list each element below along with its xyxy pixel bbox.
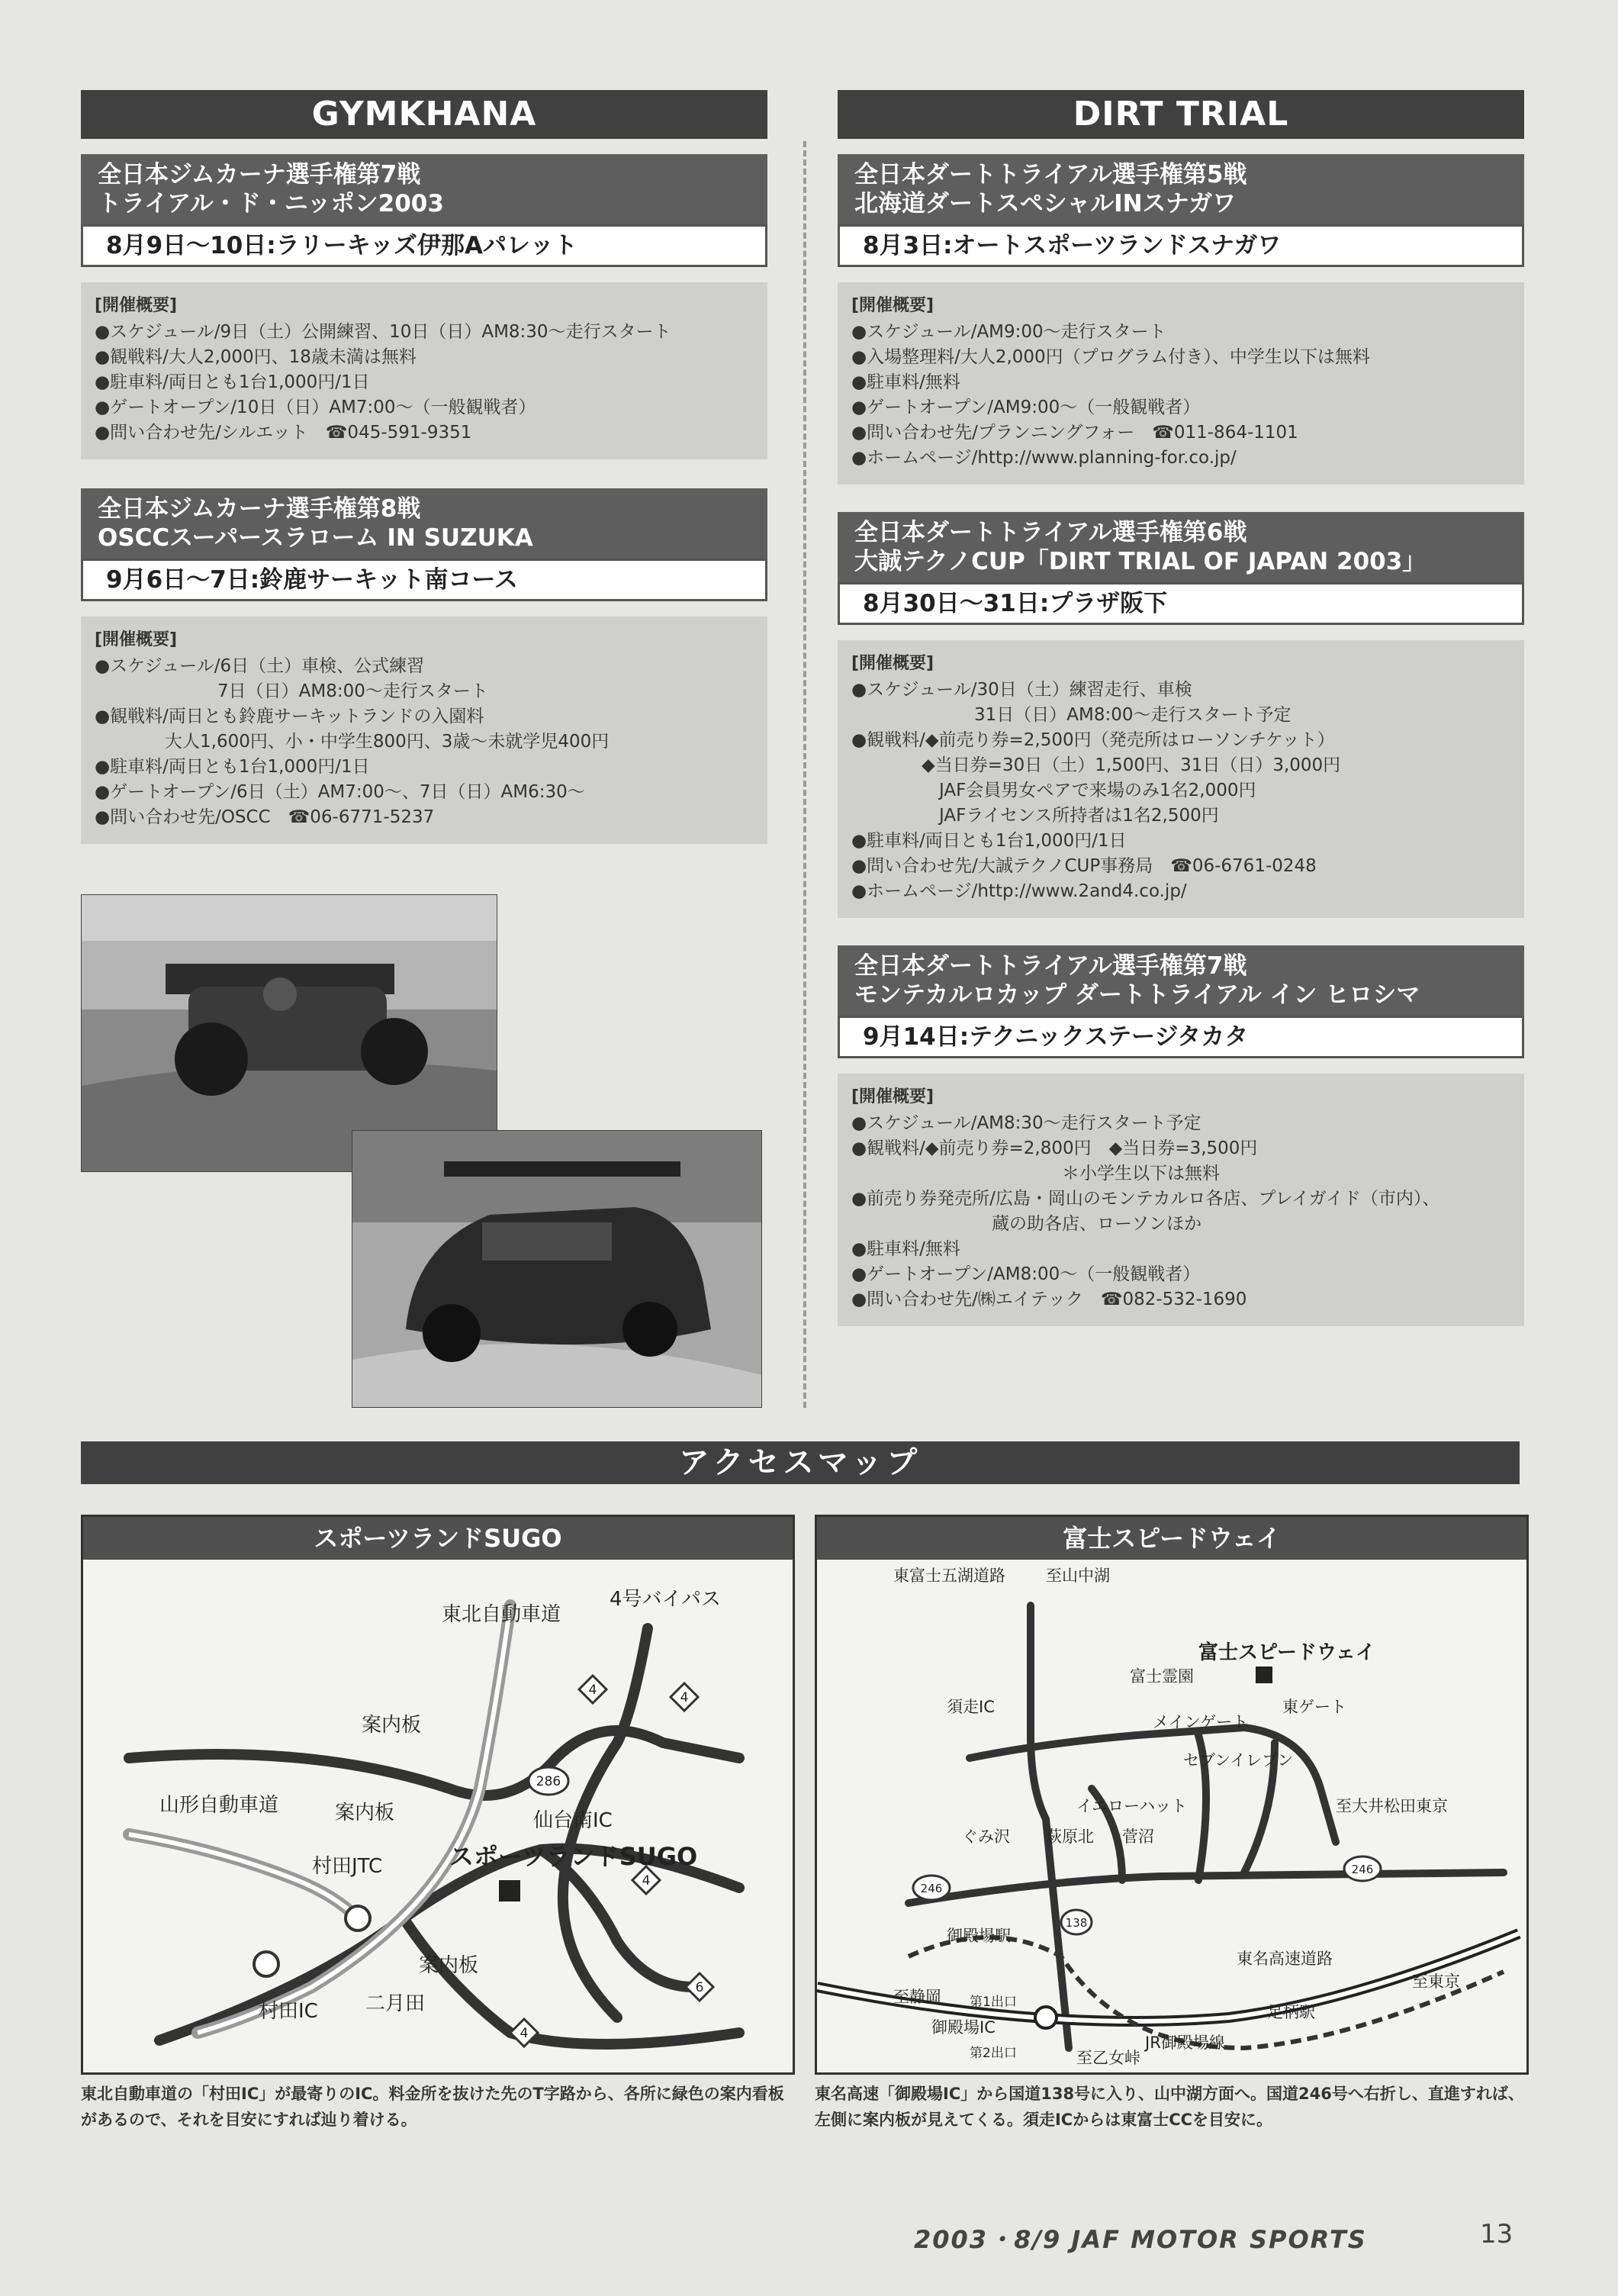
info-row: ●駐車料/無料 — [851, 1239, 960, 1259]
guide-board-label: 案内板 — [362, 1714, 422, 1737]
guide-board-label: 案内板 — [419, 1954, 479, 1977]
fuji-map-title: 富士スピードウェイ — [817, 1517, 1526, 1560]
yellow-hat-label: イエローハット — [1076, 1797, 1188, 1815]
route-4-marker: 4 — [680, 1690, 689, 1705]
event-title-line: 北海道ダートスペシャルINスナガワ — [854, 190, 1237, 217]
page-number: 13 — [1480, 2219, 1513, 2249]
info-row: ●観戦料/大人2,000円、18歳未満は無料 — [95, 347, 417, 367]
exit-2-label: 第2出口 — [970, 2046, 1017, 2061]
route-6-marker: 6 — [695, 1980, 704, 1995]
info-row: ●駐車料/無料 — [851, 372, 960, 392]
dirt-event-1 — [838, 154, 1524, 485]
fuji-speedway-label: 富士スピードウェイ — [1198, 1641, 1375, 1664]
tohoku-expressway-label: 東北自動車道 — [442, 1603, 561, 1626]
rally-car-photo — [352, 1130, 762, 1408]
ashigara-station-label: 足柄駅 — [1267, 2003, 1315, 2021]
jr-gotemba-line-label: JR御殿場線 — [1145, 2034, 1225, 2052]
event-date: 8月3日:オートスポーツランドスナガワ — [838, 224, 1524, 267]
dirt-event-3 — [838, 945, 1524, 1326]
info-row: 大人1,600円、小・中学生800円、3歳〜未就学児400円 — [95, 732, 610, 752]
info-row: ●スケジュール/AM9:00〜走行スタート — [851, 322, 1166, 342]
info-row: ●問い合わせ先/プランニングフォー ☎011-864-1101 — [851, 423, 1298, 443]
sugo-map — [81, 1515, 795, 2075]
gumizawa-label: ぐみ沢 — [962, 1827, 1010, 1846]
column-divider — [803, 141, 806, 1408]
event-title — [838, 945, 1524, 1016]
gotemba-ic-label: 御殿場IC — [931, 2018, 996, 2037]
event-date: 8月30日〜31日:プラザ阪下 — [838, 582, 1524, 625]
gymkhana-event-1 — [81, 154, 767, 459]
main-gate-label: メインゲート — [1153, 1713, 1249, 1731]
info-row: ●ゲートオープン/6日（土）AM7:00〜、7日（日）AM6:30〜 — [95, 782, 585, 802]
to-yamanakako-label: 至山中湖 — [1046, 1567, 1110, 1585]
route-4-marker: 4 — [588, 1683, 597, 1698]
info-row: 蔵の助各店、ローソンほか — [851, 1214, 1202, 1234]
event-title — [81, 154, 767, 224]
info-row: ●スケジュール/9日（土）公開練習、10日（日）AM8:30〜走行スタート — [95, 322, 671, 342]
info-label: [開催概要] — [851, 654, 934, 673]
yamagata-expressway-label: 山形自動車道 — [159, 1794, 279, 1817]
gymkhana-header: GYMKHANA — [81, 90, 767, 139]
route-246-marker: 246 — [920, 1882, 943, 1895]
info-row: ●駐車料/両日とも1台1,000円/1日 — [851, 831, 1127, 851]
event-title-line: トライアル・ド・ニッポン2003 — [98, 190, 444, 217]
sugo-venue-label: スポーツランドSUGO — [449, 1842, 698, 1871]
event-date: 9月6日〜7日:鈴鹿サーキット南コース — [81, 559, 767, 601]
sugo-directions-note: 東北自動車道の「村田IC」が最寄りのIC。料金所を抜けた先のT字路から、各所に緑色の案内看板があるので、それを目安にすれば辿り着ける。 — [81, 2085, 784, 2129]
event-title-line: 全日本ジムカーナ選手権第7戦 — [98, 161, 421, 188]
murata-ic-label: 村田IC — [259, 2000, 318, 2023]
route-4-marker: 4 — [519, 2026, 529, 2041]
fuji-map — [815, 1515, 1529, 2075]
event-title-line: OSCCスーパースラローム IN SUZUKA — [98, 524, 533, 552]
gotemba-station-label: 御殿場駅 — [947, 1927, 1011, 1945]
info-row: ●駐車料/両日とも1台1,000円/1日 — [95, 757, 370, 777]
info-row: ●スケジュール/30日（土）練習走行、車検 — [851, 680, 1192, 700]
info-label: [開催概要] — [95, 296, 178, 315]
info-row: JAF会員男女ペアで来場のみ1名2,000円 — [851, 781, 1256, 800]
magazine-footer: 2003・8/9 JAF MOTOR SPORTS — [914, 2225, 1367, 2254]
sendai-minami-ic-label: 仙台南IC — [533, 1809, 613, 1832]
dirt-trial-header: DIRT TRIAL — [838, 90, 1524, 139]
suganuma-label: 菅沼 — [1122, 1827, 1154, 1846]
hagiwara-kita-label: 萩原北 — [1046, 1827, 1094, 1846]
to-oimatsuda-label: 至大井松田東京 — [1336, 1797, 1448, 1815]
route-138-marker: 138 — [1065, 1916, 1088, 1930]
route-4-marker: 4 — [642, 1873, 651, 1889]
info-row: ●問い合わせ先/シルエット ☎045-591-9351 — [95, 423, 472, 443]
fuji-reien-label: 富士霊園 — [1130, 1667, 1194, 1686]
bypass-label: 4号バイパス — [610, 1588, 722, 1611]
event-title-line: 全日本ダートトライアル選手権第6戦 — [854, 519, 1247, 546]
murata-jtc-label: 村田JTC — [312, 1855, 383, 1878]
dirt-trial-column — [838, 90, 1524, 1326]
info-label: [開催概要] — [851, 296, 934, 315]
event-info — [838, 282, 1524, 485]
info-row: ●ゲートオープン/AM8:00〜（一般観戦者） — [851, 1264, 1201, 1284]
access-map-section — [81, 1441, 1524, 2129]
event-info — [81, 282, 767, 459]
route-286-marker: 286 — [536, 1774, 561, 1789]
subashiri-ic-label: 須走IC — [947, 1698, 995, 1716]
gymkhana-column — [81, 90, 767, 844]
info-row: ●前売り券発売所/広島・岡山のモンテカルロ各店、プレイガイド（市内）、 — [851, 1189, 1440, 1209]
info-row: ●ゲートオープン/AM9:00〜（一般観戦者） — [851, 398, 1201, 417]
event-title-line: モンテカルロカップ ダートトライアル イン ヒロシマ — [854, 981, 1420, 1009]
info-row: ●ゲートオープン/10日（日）AM7:00〜（一般観戦者） — [95, 398, 536, 417]
guide-board-label: 案内板 — [335, 1802, 395, 1824]
east-gate-label: 東ゲート — [1282, 1698, 1346, 1716]
info-label: [開催概要] — [95, 630, 178, 649]
event-title — [81, 488, 767, 559]
futatsuki-label: 二月田 — [365, 1992, 426, 2015]
sugo-map-title: スポーツランドSUGO — [83, 1517, 793, 1560]
event-title-line: 大誠テクノCUP「DIRT TRIAL OF JAPAN 2003」 — [854, 548, 1427, 575]
info-row: ●観戦料/◆前売り券=2,800円 ◆当日券=3,500円 — [851, 1138, 1258, 1158]
fuji-directions-note: 東名高速「御殿場IC」から国道138号に入り、山中湖方面へ。国道246号へ右折し、直進すれば、左側に案内板が見えてくる。須走ICからは東富士CCを目安に。 — [815, 2085, 1524, 2129]
info-row: ●ホームページ/http://www.2and4.co.jp/ — [851, 881, 1187, 901]
to-otome-pass-label: 至乙女峠 — [1076, 2049, 1140, 2067]
event-title — [838, 154, 1524, 224]
info-row: 31日（日）AM8:00〜走行スタート予定 — [851, 705, 1292, 725]
access-map-header: アクセスマップ — [81, 1441, 1520, 1484]
event-date: 9月14日:テクニックステージタカタ — [838, 1016, 1524, 1058]
info-row: ●観戦料/◆前売り券=2,500円（発売所はローソンチケット） — [851, 730, 1335, 750]
higashi-fuji-road-label: 東富士五湖道路 — [893, 1567, 1005, 1585]
info-row: ●スケジュール/6日（土）車検、公式練習 — [95, 656, 425, 676]
info-row: ●駐車料/両日とも1台1,000円/1日 — [95, 372, 370, 392]
to-tokyo-label: 至東京 — [1412, 1972, 1460, 1991]
event-title-line: 全日本ダートトライアル選手権第5戦 — [854, 161, 1247, 188]
info-label: [開催概要] — [851, 1087, 934, 1106]
tomei-expressway-label: 東名高速道路 — [1237, 1950, 1333, 1968]
event-title-line: 全日本ジムカーナ選手権第8戦 — [98, 495, 421, 523]
event-title-line: 全日本ダートトライアル選手権第7戦 — [854, 952, 1247, 980]
info-row: ●問い合わせ先/㈱エイテック ☎082-532-1690 — [851, 1290, 1247, 1309]
gymkhana-event-2 — [81, 488, 767, 844]
info-row: ＊小学生以下は無料 — [851, 1164, 1220, 1183]
info-row: ●問い合わせ先/大誠テクノCUP事務局 ☎06-6761-0248 — [851, 856, 1317, 876]
event-title — [838, 512, 1524, 582]
info-row: 7日（日）AM8:00〜走行スタート — [95, 681, 488, 701]
exit-1-label: 第1出口 — [970, 1995, 1017, 2010]
route-246-marker: 246 — [1351, 1863, 1374, 1876]
event-info — [838, 1074, 1524, 1326]
event-info — [838, 640, 1524, 918]
dirt-event-2 — [838, 512, 1524, 918]
event-date: 8月9日〜10日:ラリーキッズ伊那Aパレット — [81, 224, 767, 267]
info-row: ◆当日券=30日（土）1,500円、31日（日）3,000円 — [851, 755, 1341, 775]
info-row: ●スケジュール/AM8:30〜走行スタート予定 — [851, 1113, 1201, 1133]
info-row: JAFライセンス所持者は1名2,500円 — [851, 806, 1219, 826]
seven-eleven-label: セブンイレブン — [1183, 1751, 1294, 1769]
info-row: ●問い合わせ先/OSCC ☎06-6771-5237 — [95, 807, 435, 827]
info-row: ●入場整理料/大人2,000円（プログラム付き）、中学生以下は無料 — [851, 347, 1370, 367]
info-row: ●観戦料/両日とも鈴鹿サーキットランドの入園料 — [95, 707, 484, 726]
event-info — [81, 617, 767, 844]
to-shizuoka-label: 至静岡 — [893, 1988, 941, 2006]
info-row: ●ホームページ/http://www.planning-for.co.jp/ — [851, 448, 1237, 468]
